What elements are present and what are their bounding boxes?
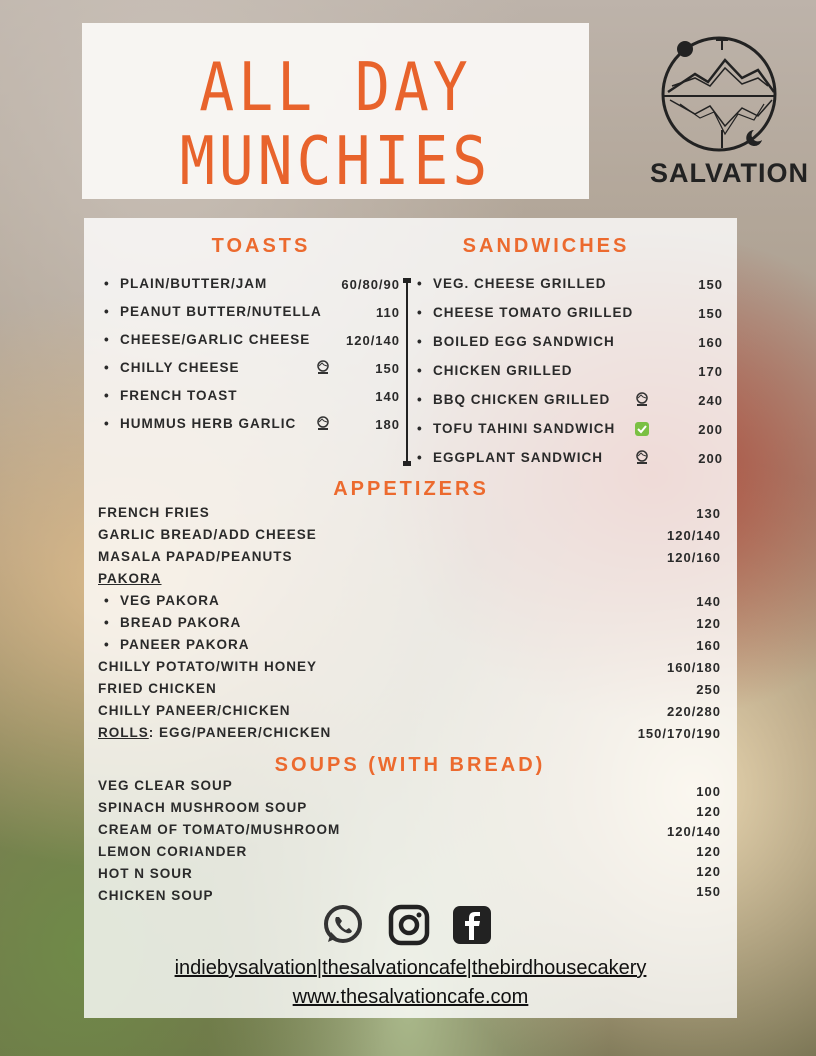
toast-price: 60/80/90 — [341, 277, 400, 292]
toast-item — [104, 415, 296, 433]
menu-title-line-2: MUNCHIES — [179, 121, 492, 201]
sandwich-price: 150 — [698, 277, 723, 292]
appetizer-item: CHILLY PANEER/CHICKEN — [98, 703, 291, 718]
sandwich-item — [417, 449, 603, 467]
divider-cap-bottom — [403, 461, 411, 466]
sandwich-price: 150 — [698, 306, 723, 321]
soup-item: CHICKEN SOUP — [98, 888, 214, 903]
pakora-item — [104, 592, 220, 610]
salvation-special-icon — [315, 360, 331, 376]
item-name: HUMMUS HERB GARLIC — [120, 416, 297, 431]
bullet-icon: • — [104, 304, 110, 319]
soups-heading: SOUPS (WITH BREAD) — [274, 754, 546, 776]
item-name: VEG. CHEESE GRILLED — [433, 276, 607, 291]
rolls-label: ROLLS — [98, 725, 149, 740]
instagram-icon[interactable] — [388, 904, 430, 946]
item-name: CHEESE TOMATO GRILLED — [433, 305, 634, 320]
bullet-icon: • — [417, 276, 423, 291]
sandwich-price: 200 — [698, 451, 723, 466]
soup-price: 120 — [696, 864, 721, 879]
pakora-price: 120 — [696, 616, 721, 631]
toast-price: 180 — [375, 417, 400, 432]
logo-emblem-icon — [650, 30, 795, 155]
item-name: PEANUT BUTTER/NUTELLA — [120, 304, 322, 319]
item-name: TOFU TAHINI SANDWICH — [433, 421, 616, 436]
appetizer-item: MASALA PAPAD/PEANUTS — [98, 549, 293, 564]
menu-title-line-1: ALL DAY — [199, 47, 472, 127]
bullet-icon: • — [417, 392, 423, 407]
bullet-icon: • — [104, 615, 110, 630]
item-name: CHICKEN GRILLED — [433, 363, 573, 378]
item-name: EGGPLANT SANDWICH — [433, 450, 603, 465]
appetizer-price: 160/180 — [667, 660, 721, 675]
brand-name: SALVATION — [650, 158, 809, 188]
soup-item: CREAM OF TOMATO/MUSHROOM — [98, 822, 341, 837]
sandwich-price: 160 — [698, 335, 723, 350]
bullet-icon: • — [417, 334, 423, 349]
bullet-icon: • — [104, 388, 110, 403]
appetizer-item: FRENCH FRIES — [98, 505, 210, 520]
appetizers-heading: APPETIZERS — [333, 478, 489, 500]
vegan-badge-icon — [634, 421, 650, 437]
handle-link[interactable]: thesalvationcafe — [322, 957, 467, 979]
bullet-icon: • — [104, 416, 110, 431]
item-name: FRENCH TOAST — [120, 388, 238, 403]
pakora-heading: PAKORA — [98, 571, 162, 586]
sandwich-item — [417, 362, 573, 380]
website-link[interactable]: www.thesalvationcafe.com — [292, 986, 529, 1008]
soup-price: 150 — [696, 884, 721, 899]
toast-item — [104, 275, 267, 293]
toast-item — [104, 387, 238, 405]
appetizer-price: 250 — [696, 682, 721, 697]
facebook-icon[interactable] — [451, 904, 493, 946]
item-name: CHEESE/GARLIC CHEESE — [120, 332, 311, 347]
sandwich-price: 200 — [698, 422, 723, 437]
appetizer-price: 220/280 — [667, 704, 721, 719]
sandwich-item — [417, 391, 610, 409]
pakora-item — [104, 636, 250, 654]
appetizer-price: 120/140 — [667, 528, 721, 543]
appetizer-item: FRIED CHICKEN — [98, 681, 217, 696]
pakora-price: 160 — [696, 638, 721, 653]
item-name: VEG PAKORA — [120, 593, 220, 608]
pakora-item — [104, 614, 241, 632]
soup-price: 100 — [696, 784, 721, 799]
salvation-special-icon — [634, 392, 650, 408]
bullet-icon: • — [417, 450, 423, 465]
bullet-icon: • — [417, 305, 423, 320]
appetizer-item: GARLIC BREAD/ADD CHEESE — [98, 527, 317, 542]
bullet-icon: • — [104, 276, 110, 291]
pakora-price: 140 — [696, 594, 721, 609]
bullet-icon: • — [417, 421, 423, 436]
handle-link[interactable]: thebirdhousecakery — [471, 957, 647, 979]
item-name: BREAD PAKORA — [120, 615, 242, 630]
toast-item — [104, 331, 310, 349]
bullet-icon: • — [104, 360, 110, 375]
sandwich-item — [417, 304, 633, 322]
sandwich-item — [417, 420, 615, 438]
toast-price: 150 — [375, 361, 400, 376]
soup-item: LEMON CORIANDER — [98, 844, 248, 859]
bullet-icon: • — [417, 363, 423, 378]
item-name: BBQ CHICKEN GRILLED — [433, 392, 611, 407]
whatsapp-icon[interactable] — [322, 904, 364, 946]
rolls-options: : EGG/PANEER/CHICKEN — [148, 725, 332, 740]
soup-price: 120 — [696, 804, 721, 819]
column-divider — [406, 280, 408, 462]
rolls-price: 150/170/190 — [637, 726, 721, 741]
toast-item — [104, 359, 240, 377]
toast-price: 120/140 — [346, 333, 400, 348]
salvation-logo — [650, 30, 809, 195]
salvation-special-icon — [634, 450, 650, 466]
toast-price: 110 — [376, 305, 400, 320]
bullet-icon: • — [104, 332, 110, 347]
handle-link[interactable]: indiebysalvation — [174, 957, 317, 979]
sandwich-item — [417, 333, 615, 351]
separator: | — [466, 957, 472, 979]
toast-item — [104, 303, 322, 321]
bullet-icon: • — [104, 593, 110, 608]
soup-price: 120/140 — [667, 824, 721, 839]
sandwich-price: 240 — [698, 393, 723, 408]
salvation-special-icon — [315, 416, 331, 432]
soup-item: SPINACH MUSHROOM SOUP — [98, 800, 308, 815]
soup-item: HOT N SOUR — [98, 866, 193, 881]
sandwiches-heading: SANDWICHES — [462, 235, 630, 257]
item-name: PANEER PAKORA — [120, 637, 250, 652]
toast-price: 140 — [375, 389, 400, 404]
soup-item: VEG CLEAR SOUP — [98, 778, 233, 793]
appetizer-price: 130 — [696, 506, 721, 521]
bullet-icon: • — [104, 637, 110, 652]
toasts-heading: TOASTS — [211, 235, 311, 257]
appetizer-price: 120/160 — [667, 550, 721, 565]
appetizer-item: CHILLY POTATO/WITH HONEY — [98, 659, 318, 674]
rolls-item — [98, 724, 331, 742]
item-name: BOILED EGG SANDWICH — [433, 334, 615, 349]
social-handles — [84, 957, 737, 980]
separator: | — [316, 957, 323, 979]
title-box — [82, 23, 589, 199]
item-name: PLAIN/BUTTER/JAM — [120, 276, 268, 291]
sandwich-price: 170 — [698, 364, 723, 379]
soup-price: 120 — [696, 844, 721, 859]
item-name: CHILLY CHEESE — [120, 360, 240, 375]
sandwich-item — [417, 275, 607, 293]
